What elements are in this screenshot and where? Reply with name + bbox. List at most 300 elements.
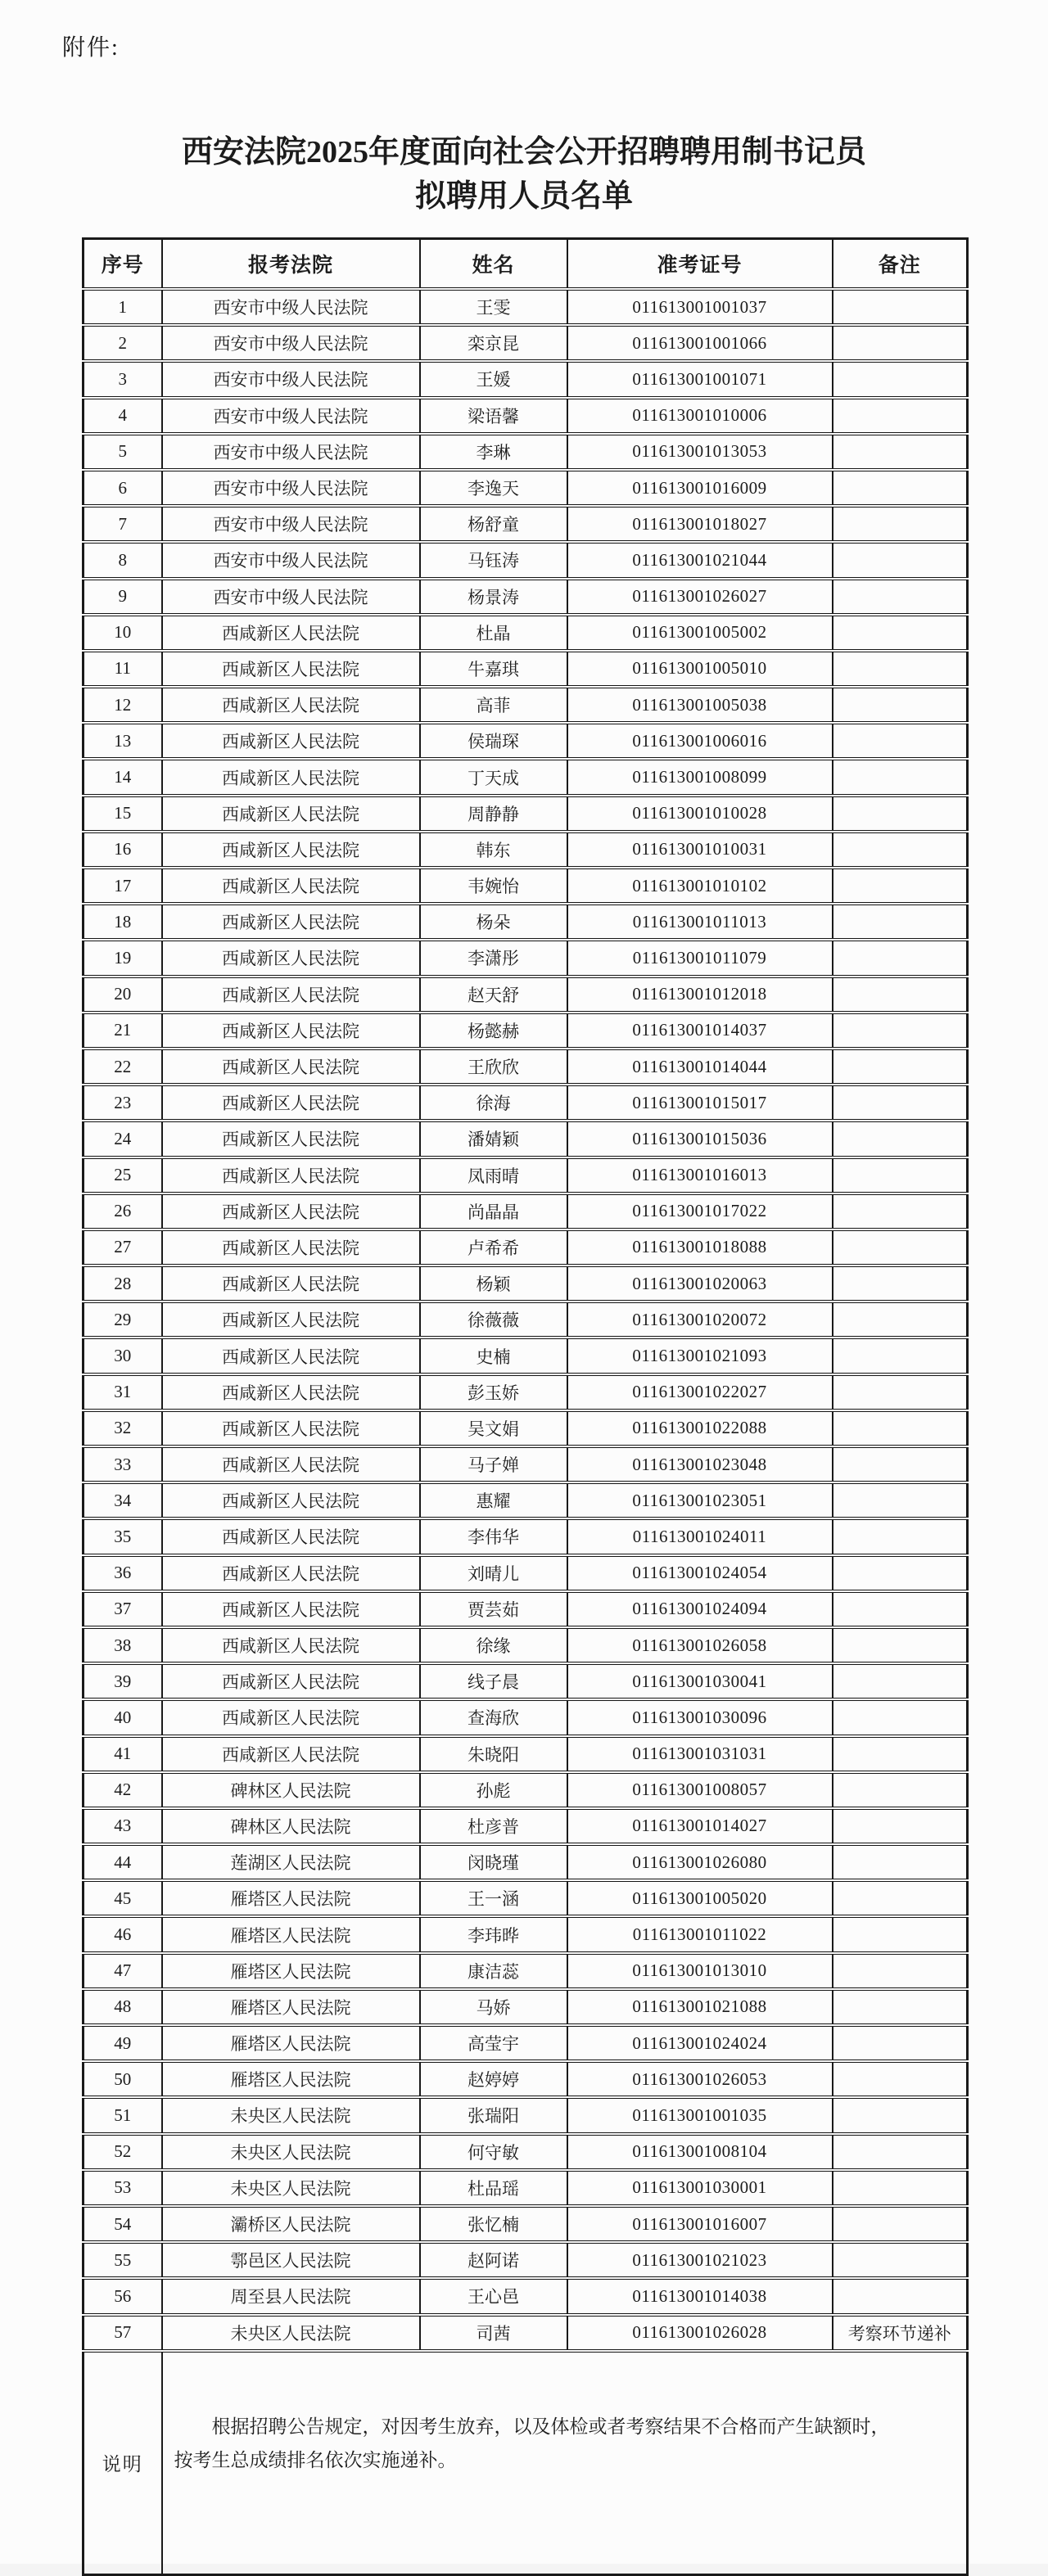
table-row bbox=[84, 1157, 968, 1193]
table-row bbox=[84, 1953, 968, 1989]
table-row bbox=[84, 1699, 968, 1735]
cell-court: 西咸新区人民法院 bbox=[162, 1555, 420, 1591]
cell-name: 丁天成 bbox=[420, 759, 567, 795]
cell-court: 西咸新区人民法院 bbox=[162, 796, 420, 832]
cell-remark bbox=[833, 2134, 968, 2170]
cell-no: 7 bbox=[84, 506, 162, 542]
cell-ticket: 011613001001071 bbox=[567, 361, 833, 397]
table-row bbox=[84, 2242, 968, 2278]
cell-remark bbox=[833, 723, 968, 759]
cell-name: 侯瑞琛 bbox=[420, 723, 567, 759]
cell-no: 21 bbox=[84, 1013, 162, 1049]
cell-name: 潘婧颖 bbox=[420, 1121, 567, 1157]
header-court: 报考法院 bbox=[162, 239, 420, 290]
table-row bbox=[84, 325, 968, 361]
cell-ticket: 011613001011022 bbox=[567, 1916, 833, 1952]
cell-remark bbox=[833, 506, 968, 542]
table-row bbox=[84, 1591, 968, 1627]
cell-name: 赵阿诺 bbox=[420, 2242, 567, 2278]
cell-court: 西安市中级人民法院 bbox=[162, 579, 420, 615]
cell-no: 41 bbox=[84, 1736, 162, 1772]
cell-remark bbox=[833, 651, 968, 687]
cell-remark bbox=[833, 1627, 968, 1663]
cell-remark bbox=[833, 1989, 968, 2025]
cell-ticket: 011613001026028 bbox=[567, 2315, 833, 2351]
cell-ticket: 011613001008104 bbox=[567, 2134, 833, 2170]
cell-no: 5 bbox=[84, 434, 162, 470]
cell-ticket: 011613001017022 bbox=[567, 1193, 833, 1229]
cell-no: 11 bbox=[84, 651, 162, 687]
cell-remark bbox=[833, 289, 968, 325]
cell-remark bbox=[833, 2206, 968, 2242]
cell-court: 西安市中级人民法院 bbox=[162, 361, 420, 397]
cell-name: 王雯 bbox=[420, 289, 567, 325]
cell-court: 西咸新区人民法院 bbox=[162, 868, 420, 904]
cell-no: 57 bbox=[84, 2315, 162, 2351]
table-row bbox=[84, 1338, 968, 1374]
cell-court: 西安市中级人民法院 bbox=[162, 542, 420, 578]
cell-remark bbox=[833, 2061, 968, 2097]
table-row bbox=[84, 506, 968, 542]
cell-court: 雁塔区人民法院 bbox=[162, 1916, 420, 1952]
table-row bbox=[84, 1410, 968, 1446]
header-ticket: 准考证号 bbox=[567, 239, 833, 290]
cell-remark bbox=[833, 1880, 968, 1916]
cell-no: 40 bbox=[84, 1699, 162, 1735]
cell-no: 9 bbox=[84, 579, 162, 615]
cell-court: 雁塔区人民法院 bbox=[162, 1989, 420, 2025]
table-row bbox=[84, 1302, 968, 1338]
cell-name: 凤雨晴 bbox=[420, 1157, 567, 1193]
note-text-content: 根据招聘公告规定，对因考生放弃，以及体检或者考察结果不合格而产生缺额时，按考生总成绩排名依次实施递补。 bbox=[174, 2416, 890, 2470]
cell-remark bbox=[833, 1808, 968, 1844]
table-row bbox=[84, 1265, 968, 1302]
cell-remark bbox=[833, 759, 968, 795]
table-row bbox=[84, 759, 968, 795]
cell-remark bbox=[833, 2278, 968, 2314]
table-row bbox=[84, 2025, 968, 2061]
table-row bbox=[84, 1374, 968, 1410]
cell-court: 西安市中级人民法院 bbox=[162, 506, 420, 542]
cell-ticket: 011613001010031 bbox=[567, 832, 833, 868]
cell-court: 西安市中级人民法院 bbox=[162, 398, 420, 434]
cell-name: 王心邑 bbox=[420, 2278, 567, 2314]
cell-court: 西咸新区人民法院 bbox=[162, 1663, 420, 1699]
cell-name: 韩东 bbox=[420, 832, 567, 868]
header-name: 姓名 bbox=[420, 239, 567, 290]
cell-no: 43 bbox=[84, 1808, 162, 1844]
cell-ticket: 011613001014044 bbox=[567, 1049, 833, 1085]
cell-no: 55 bbox=[84, 2242, 162, 2278]
cell-remark bbox=[833, 904, 968, 940]
cell-name: 高莹宇 bbox=[420, 2025, 567, 2061]
cell-no: 50 bbox=[84, 2061, 162, 2097]
cell-name: 司茜 bbox=[420, 2315, 567, 2351]
cell-name: 杜彦普 bbox=[420, 1808, 567, 1844]
cell-name: 徐海 bbox=[420, 1085, 567, 1121]
cell-ticket: 011613001010102 bbox=[567, 868, 833, 904]
cell-court: 西咸新区人民法院 bbox=[162, 1121, 420, 1157]
cell-no: 45 bbox=[84, 1880, 162, 1916]
cell-court: 西咸新区人民法院 bbox=[162, 615, 420, 651]
table-row bbox=[84, 1193, 968, 1229]
cell-ticket: 011613001026053 bbox=[567, 2061, 833, 2097]
cell-no: 15 bbox=[84, 796, 162, 832]
cell-name: 杜晶 bbox=[420, 615, 567, 651]
cell-remark bbox=[833, 977, 968, 1013]
cell-remark bbox=[833, 1302, 968, 1338]
cell-no: 42 bbox=[84, 1772, 162, 1808]
cell-court: 西咸新区人民法院 bbox=[162, 1446, 420, 1482]
cell-court: 雁塔区人民法院 bbox=[162, 2061, 420, 2097]
cell-ticket: 011613001011079 bbox=[567, 940, 833, 976]
table-row bbox=[84, 868, 968, 904]
cell-court: 西安市中级人民法院 bbox=[162, 325, 420, 361]
cell-name: 张瑞阳 bbox=[420, 2097, 567, 2133]
cell-name: 彭玉娇 bbox=[420, 1374, 567, 1410]
cell-no: 19 bbox=[84, 940, 162, 976]
table-row bbox=[84, 2315, 968, 2351]
cell-ticket: 011613001014038 bbox=[567, 2278, 833, 2314]
cell-name: 李琳 bbox=[420, 434, 567, 470]
cell-name: 王媛 bbox=[420, 361, 567, 397]
cell-remark bbox=[833, 1049, 968, 1085]
cell-ticket: 011613001024094 bbox=[567, 1591, 833, 1627]
table-row bbox=[84, 723, 968, 759]
table-body bbox=[84, 289, 968, 2351]
table-row bbox=[84, 651, 968, 687]
cell-ticket: 011613001016013 bbox=[567, 1157, 833, 1193]
cell-name: 徐缘 bbox=[420, 1627, 567, 1663]
cell-remark bbox=[833, 434, 968, 470]
attachment-label: 附件: bbox=[62, 35, 120, 61]
table-row bbox=[84, 1627, 968, 1663]
cell-remark bbox=[833, 398, 968, 434]
cell-court: 鄠邑区人民法院 bbox=[162, 2242, 420, 2278]
table-row bbox=[84, 289, 968, 325]
cell-ticket: 011613001016009 bbox=[567, 470, 833, 506]
table-row bbox=[84, 1808, 968, 1844]
table-header bbox=[84, 239, 968, 290]
note-text bbox=[162, 2351, 968, 2575]
cell-remark bbox=[833, 579, 968, 615]
cell-no: 28 bbox=[84, 1265, 162, 1302]
cell-name: 杨朵 bbox=[420, 904, 567, 940]
cell-no: 39 bbox=[84, 1663, 162, 1699]
cell-remark: 考察环节递补 bbox=[833, 2315, 968, 2351]
cell-name: 高菲 bbox=[420, 687, 567, 723]
cell-remark bbox=[833, 2242, 968, 2278]
cell-no: 20 bbox=[84, 977, 162, 1013]
cell-ticket: 011613001030001 bbox=[567, 2170, 833, 2206]
cell-court: 西咸新区人民法院 bbox=[162, 940, 420, 976]
cell-ticket: 011613001001035 bbox=[567, 2097, 833, 2133]
cell-remark bbox=[833, 1193, 968, 1229]
cell-court: 西咸新区人民法院 bbox=[162, 832, 420, 868]
cell-remark bbox=[833, 1844, 968, 1880]
cell-no: 38 bbox=[84, 1627, 162, 1663]
table-row bbox=[84, 434, 968, 470]
cell-name: 刘晴儿 bbox=[420, 1555, 567, 1591]
cell-no: 1 bbox=[84, 289, 162, 325]
cell-remark bbox=[833, 796, 968, 832]
cell-remark bbox=[833, 1229, 968, 1265]
cell-ticket: 011613001011013 bbox=[567, 904, 833, 940]
cell-name: 周静静 bbox=[420, 796, 567, 832]
cell-court: 西安市中级人民法院 bbox=[162, 289, 420, 325]
table-row bbox=[84, 1049, 968, 1085]
cell-name: 李逸天 bbox=[420, 470, 567, 506]
cell-ticket: 011613001006016 bbox=[567, 723, 833, 759]
cell-remark bbox=[833, 2097, 968, 2133]
table-row bbox=[84, 542, 968, 578]
cell-ticket: 011613001018027 bbox=[567, 506, 833, 542]
cell-court: 周至县人民法院 bbox=[162, 2278, 420, 2314]
cell-name: 贾芸茹 bbox=[420, 1591, 567, 1627]
table-row bbox=[84, 1989, 968, 2025]
cell-ticket: 011613001024024 bbox=[567, 2025, 833, 2061]
cell-remark bbox=[833, 1916, 968, 1952]
cell-ticket: 011613001005038 bbox=[567, 687, 833, 723]
cell-no: 18 bbox=[84, 904, 162, 940]
cell-court: 西咸新区人民法院 bbox=[162, 1265, 420, 1302]
cell-court: 未央区人民法院 bbox=[162, 2170, 420, 2206]
cell-ticket: 011613001014037 bbox=[567, 1013, 833, 1049]
cell-name: 杨颖 bbox=[420, 1265, 567, 1302]
cell-no: 44 bbox=[84, 1844, 162, 1880]
cell-no: 16 bbox=[84, 832, 162, 868]
cell-court: 灞桥区人民法院 bbox=[162, 2206, 420, 2242]
cell-ticket: 011613001013053 bbox=[567, 434, 833, 470]
cell-name: 杨舒童 bbox=[420, 506, 567, 542]
cell-ticket: 011613001005010 bbox=[567, 651, 833, 687]
cell-remark bbox=[833, 1482, 968, 1518]
cell-remark bbox=[833, 542, 968, 578]
roster-table bbox=[82, 237, 969, 2576]
cell-remark bbox=[833, 1085, 968, 1121]
cell-court: 西咸新区人民法院 bbox=[162, 687, 420, 723]
cell-ticket: 011613001021088 bbox=[567, 1989, 833, 2025]
header-row bbox=[84, 239, 968, 290]
cell-no: 3 bbox=[84, 361, 162, 397]
cell-ticket: 011613001008057 bbox=[567, 1772, 833, 1808]
note-label: 说明 bbox=[84, 2351, 162, 2575]
cell-remark bbox=[833, 2025, 968, 2061]
cell-court: 西咸新区人民法院 bbox=[162, 759, 420, 795]
cell-remark bbox=[833, 615, 968, 651]
cell-ticket: 011613001001066 bbox=[567, 325, 833, 361]
cell-name: 朱晓阳 bbox=[420, 1736, 567, 1772]
cell-remark bbox=[833, 1121, 968, 1157]
cell-ticket: 011613001026058 bbox=[567, 1627, 833, 1663]
cell-ticket: 011613001015036 bbox=[567, 1121, 833, 1157]
page-title-line2: 拟聘用人员名单 bbox=[414, 178, 633, 214]
cell-no: 29 bbox=[84, 1302, 162, 1338]
cell-ticket: 011613001008099 bbox=[567, 759, 833, 795]
cell-no: 36 bbox=[84, 1555, 162, 1591]
table-footer bbox=[84, 2351, 968, 2575]
cell-ticket: 011613001024011 bbox=[567, 1518, 833, 1554]
cell-remark bbox=[833, 1338, 968, 1374]
cell-no: 32 bbox=[84, 1410, 162, 1446]
cell-ticket: 011613001020072 bbox=[567, 1302, 833, 1338]
cell-ticket: 011613001010028 bbox=[567, 796, 833, 832]
cell-court: 未央区人民法院 bbox=[162, 2097, 420, 2133]
cell-remark bbox=[833, 940, 968, 976]
cell-name: 尚晶晶 bbox=[420, 1193, 567, 1229]
cell-court: 西咸新区人民法院 bbox=[162, 1374, 420, 1410]
cell-no: 17 bbox=[84, 868, 162, 904]
cell-no: 34 bbox=[84, 1482, 162, 1518]
cell-name: 韦婉怡 bbox=[420, 868, 567, 904]
cell-ticket: 011613001005002 bbox=[567, 615, 833, 651]
table-row bbox=[84, 832, 968, 868]
cell-remark bbox=[833, 1157, 968, 1193]
cell-name: 卢希希 bbox=[420, 1229, 567, 1265]
cell-no: 48 bbox=[84, 1989, 162, 2025]
cell-remark bbox=[833, 1374, 968, 1410]
table-row bbox=[84, 687, 968, 723]
cell-name: 史楠 bbox=[420, 1338, 567, 1374]
table-row bbox=[84, 1736, 968, 1772]
cell-remark bbox=[833, 1591, 968, 1627]
cell-name: 徐薇薇 bbox=[420, 1302, 567, 1338]
cell-court: 西咸新区人民法院 bbox=[162, 723, 420, 759]
table-row bbox=[84, 1482, 968, 1518]
cell-name: 王欣欣 bbox=[420, 1049, 567, 1085]
cell-ticket: 011613001024054 bbox=[567, 1555, 833, 1591]
cell-ticket: 011613001015017 bbox=[567, 1085, 833, 1121]
cell-court: 未央区人民法院 bbox=[162, 2315, 420, 2351]
cell-remark bbox=[833, 2170, 968, 2206]
cell-ticket: 011613001021044 bbox=[567, 542, 833, 578]
table-row bbox=[84, 361, 968, 397]
cell-remark bbox=[833, 687, 968, 723]
cell-no: 22 bbox=[84, 1049, 162, 1085]
page-title-line1: 西安法院2025年度面向社会公开招聘聘用制书记员 bbox=[181, 135, 866, 169]
cell-no: 56 bbox=[84, 2278, 162, 2314]
cell-ticket: 011613001012018 bbox=[567, 977, 833, 1013]
cell-court: 碑林区人民法院 bbox=[162, 1772, 420, 1808]
cell-ticket: 011613001022088 bbox=[567, 1410, 833, 1446]
cell-no: 51 bbox=[84, 2097, 162, 2133]
cell-court: 西咸新区人民法院 bbox=[162, 1013, 420, 1049]
cell-no: 25 bbox=[84, 1157, 162, 1193]
cell-no: 13 bbox=[84, 723, 162, 759]
cell-remark bbox=[833, 1953, 968, 1989]
cell-ticket: 011613001016007 bbox=[567, 2206, 833, 2242]
cell-court: 西咸新区人民法院 bbox=[162, 1410, 420, 1446]
cell-no: 4 bbox=[84, 398, 162, 434]
cell-remark bbox=[833, 325, 968, 361]
table-row bbox=[84, 2206, 968, 2242]
cell-court: 西咸新区人民法院 bbox=[162, 1229, 420, 1265]
cell-court: 西咸新区人民法院 bbox=[162, 1085, 420, 1121]
cell-court: 西咸新区人民法院 bbox=[162, 1338, 420, 1374]
table-row bbox=[84, 1663, 968, 1699]
table-row bbox=[84, 1916, 968, 1952]
cell-name: 马子婵 bbox=[420, 1446, 567, 1482]
cell-court: 西咸新区人民法院 bbox=[162, 1193, 420, 1229]
cell-name: 吴文娟 bbox=[420, 1410, 567, 1446]
table-row bbox=[84, 977, 968, 1013]
table-row bbox=[84, 1085, 968, 1121]
cell-name: 李玮晔 bbox=[420, 1916, 567, 1952]
cell-no: 33 bbox=[84, 1446, 162, 1482]
cell-ticket: 011613001026027 bbox=[567, 579, 833, 615]
cell-court: 雁塔区人民法院 bbox=[162, 1880, 420, 1916]
cell-name: 杜品瑶 bbox=[420, 2170, 567, 2206]
cell-remark bbox=[833, 1772, 968, 1808]
table-row bbox=[84, 2097, 968, 2133]
cell-name: 牛嘉琪 bbox=[420, 651, 567, 687]
cell-court: 未央区人民法院 bbox=[162, 2134, 420, 2170]
cell-name: 查海欣 bbox=[420, 1699, 567, 1735]
cell-name: 马钰涛 bbox=[420, 542, 567, 578]
cell-ticket: 011613001022027 bbox=[567, 1374, 833, 1410]
cell-ticket: 011613001013010 bbox=[567, 1953, 833, 1989]
cell-no: 31 bbox=[84, 1374, 162, 1410]
cell-court: 西咸新区人民法院 bbox=[162, 1049, 420, 1085]
table-row bbox=[84, 2134, 968, 2170]
table-row bbox=[84, 1446, 968, 1482]
table-row bbox=[84, 1121, 968, 1157]
cell-remark bbox=[833, 1663, 968, 1699]
cell-remark bbox=[833, 361, 968, 397]
cell-no: 6 bbox=[84, 470, 162, 506]
cell-remark bbox=[833, 1736, 968, 1772]
cell-name: 康洁蕊 bbox=[420, 1953, 567, 1989]
table-row bbox=[84, 1229, 968, 1265]
table-row bbox=[84, 398, 968, 434]
cell-no: 49 bbox=[84, 2025, 162, 2061]
cell-name: 梁语馨 bbox=[420, 398, 567, 434]
header-remark: 备注 bbox=[833, 239, 968, 290]
cell-court: 西咸新区人民法院 bbox=[162, 1627, 420, 1663]
cell-no: 30 bbox=[84, 1338, 162, 1374]
cell-name: 王一涵 bbox=[420, 1880, 567, 1916]
cell-no: 52 bbox=[84, 2134, 162, 2170]
table-row bbox=[84, 615, 968, 651]
cell-name: 线子晨 bbox=[420, 1663, 567, 1699]
cell-remark bbox=[833, 1518, 968, 1554]
header-no: 序号 bbox=[84, 239, 162, 290]
cell-court: 莲湖区人民法院 bbox=[162, 1844, 420, 1880]
cell-no: 53 bbox=[84, 2170, 162, 2206]
table-row bbox=[84, 579, 968, 615]
cell-name: 何守敏 bbox=[420, 2134, 567, 2170]
table-row bbox=[84, 904, 968, 940]
cell-no: 26 bbox=[84, 1193, 162, 1229]
cell-no: 23 bbox=[84, 1085, 162, 1121]
cell-court: 西咸新区人民法院 bbox=[162, 1482, 420, 1518]
cell-no: 14 bbox=[84, 759, 162, 795]
cell-remark bbox=[833, 1699, 968, 1735]
cell-name: 栾京昆 bbox=[420, 325, 567, 361]
cell-no: 54 bbox=[84, 2206, 162, 2242]
cell-remark bbox=[833, 1446, 968, 1482]
table-row bbox=[84, 1555, 968, 1591]
cell-court: 雁塔区人民法院 bbox=[162, 1953, 420, 1989]
cell-ticket: 011613001020063 bbox=[567, 1265, 833, 1302]
cell-name: 赵天舒 bbox=[420, 977, 567, 1013]
table-row bbox=[84, 1844, 968, 1880]
table-row bbox=[84, 1772, 968, 1808]
cell-no: 47 bbox=[84, 1953, 162, 1989]
table-row bbox=[84, 470, 968, 506]
cell-no: 12 bbox=[84, 687, 162, 723]
cell-court: 西咸新区人民法院 bbox=[162, 977, 420, 1013]
